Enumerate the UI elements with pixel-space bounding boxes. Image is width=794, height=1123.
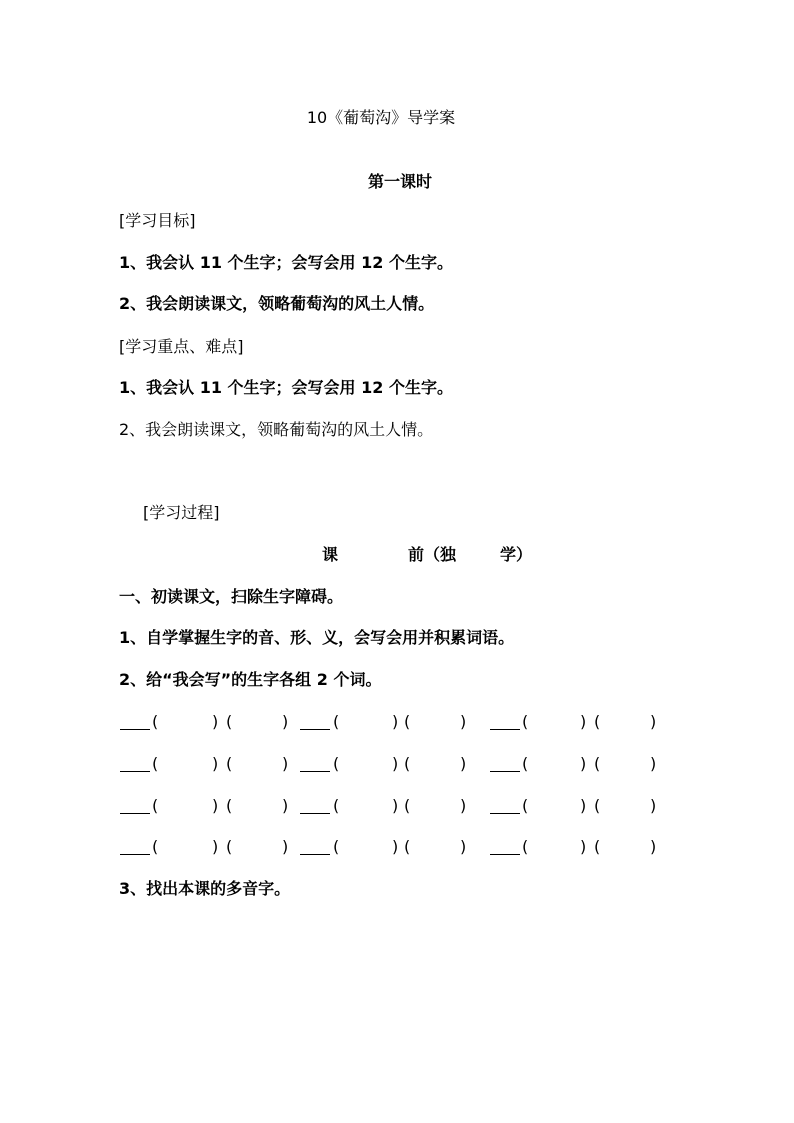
paren-close: ) — [212, 754, 219, 773]
paren-open: ( — [226, 712, 233, 731]
paren-open: ( — [333, 712, 340, 731]
paren-close: ) — [392, 796, 399, 815]
paren-close: ) — [282, 796, 289, 815]
lesson-label: 第一课时 — [368, 172, 433, 191]
paren-open: ( — [522, 712, 529, 731]
paren-close: ) — [212, 837, 219, 856]
paren-close: ) — [460, 837, 467, 856]
paren-open: ( — [404, 754, 411, 773]
paren-close: ) — [460, 712, 467, 731]
word-blank[interactable] — [120, 854, 150, 855]
paren-open: ( — [333, 837, 340, 856]
paren-open: ( — [152, 837, 159, 856]
blank-row — [0, 837, 794, 859]
paren-open: ( — [594, 712, 601, 731]
paren-close: ) — [580, 796, 587, 815]
paren-close: ) — [212, 796, 219, 815]
word-blank[interactable] — [490, 854, 520, 855]
paren-close: ) — [212, 712, 219, 731]
paren-open: ( — [152, 712, 159, 731]
paren-open: ( — [333, 754, 340, 773]
paren-open: ( — [522, 754, 529, 773]
paren-close: ) — [580, 712, 587, 731]
paren-close: ) — [580, 837, 587, 856]
paren-close: ) — [282, 712, 289, 731]
word-blank[interactable] — [300, 771, 330, 772]
paren-close: ) — [392, 712, 399, 731]
paren-close: ) — [650, 754, 657, 773]
goal-item: 1、我会认 11 个生字；会写会用 12 个生字。 — [119, 253, 453, 272]
section-heading-key-points: [学习重点、难点] — [119, 337, 244, 356]
paren-open: ( — [404, 712, 411, 731]
blank-row — [0, 796, 794, 818]
subtitle-part: 课 — [322, 545, 339, 564]
word-blank[interactable] — [120, 813, 150, 814]
paren-close: ) — [282, 837, 289, 856]
paren-close: ) — [392, 837, 399, 856]
blank-row — [0, 712, 794, 734]
paren-open: ( — [152, 796, 159, 815]
paren-open: ( — [522, 796, 529, 815]
key-point-item: 1、我会认 11 个生字；会写会用 12 个生字。 — [119, 378, 453, 397]
paren-open: ( — [226, 796, 233, 815]
section-heading-process: [学习过程] — [143, 503, 220, 522]
step-item: 1、自学掌握生字的音、形、义，会写会用并积累词语。 — [119, 628, 515, 647]
paren-close: ) — [650, 796, 657, 815]
step-item: 3、找出本课的多音字。 — [119, 879, 291, 898]
word-blank[interactable] — [300, 729, 330, 730]
paren-close: ) — [282, 754, 289, 773]
word-blank[interactable] — [490, 813, 520, 814]
paren-open: ( — [594, 754, 601, 773]
step-item: 2、给“我会写”的生字各组 2 个词。 — [119, 670, 382, 689]
paren-open: ( — [594, 837, 601, 856]
paren-close: ) — [460, 754, 467, 773]
goal-item: 2、我会朗读课文，领略葡萄沟的风土人情。 — [119, 294, 435, 313]
paren-open: ( — [333, 796, 340, 815]
word-blank[interactable] — [490, 771, 520, 772]
word-blank[interactable] — [120, 729, 150, 730]
key-point-item: 2、我会朗读课文，领略葡萄沟的风土人情。 — [119, 420, 434, 439]
step-heading: 一、初读课文，扫除生字障碍。 — [119, 587, 344, 606]
paren-open: ( — [226, 837, 233, 856]
paren-close: ) — [460, 796, 467, 815]
blank-row — [0, 754, 794, 776]
paren-open: ( — [594, 796, 601, 815]
page-title: 10《葡萄沟》导学案 — [306, 108, 456, 127]
paren-open: ( — [404, 837, 411, 856]
section-heading-goals: [学习目标] — [119, 211, 196, 230]
word-blank[interactable] — [120, 771, 150, 772]
paren-close: ) — [650, 712, 657, 731]
subtitle-part: 前（独 — [408, 545, 457, 564]
word-blank[interactable] — [490, 729, 520, 730]
paren-open: ( — [226, 754, 233, 773]
paren-open: ( — [522, 837, 529, 856]
word-blank[interactable] — [300, 854, 330, 855]
paren-close: ) — [392, 754, 399, 773]
paren-close: ) — [650, 837, 657, 856]
paren-close: ) — [580, 754, 587, 773]
paren-open: ( — [152, 754, 159, 773]
word-blank[interactable] — [300, 813, 330, 814]
paren-open: ( — [404, 796, 411, 815]
subtitle-part: 学） — [500, 545, 533, 564]
